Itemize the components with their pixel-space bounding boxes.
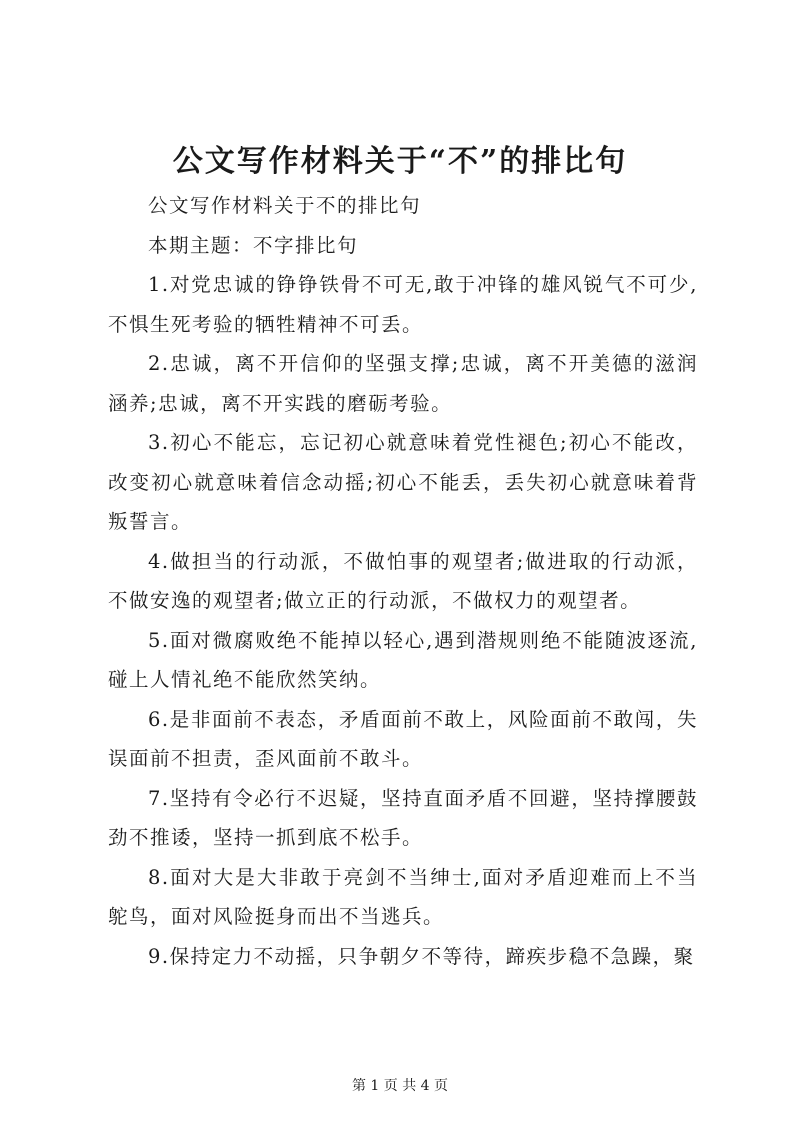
paragraph-item-5: 5.面对微腐败绝不能掉以轻心,遇到潜规则绝不能随波逐流,碰上人情礼绝不能欣然笑纳。: [108, 628, 698, 691]
paragraph-item-3: 3.初心不能忘，忘记初心就意味着党性褪色;初心不能改，改变初心就意味着信念动摇;初心不能丢，丢失初心就意味着背叛誓言。: [108, 431, 698, 533]
document-body: [108, 186, 698, 976]
paragraph-item-9: 9.保持定力不动摇，只争朝夕不等待，蹄疾步稳不急躁，聚: [148, 944, 695, 968]
paragraph-item-6: 6.是非面前不表态，矛盾面前不敢上，风险面前不敢闯，失误面前不担责，歪风面前不敢斗。: [108, 707, 698, 770]
paragraph-item-8: 8.面对大是大非敢于亮剑不当绅士,面对矛盾迎难而上不当鸵鸟，面对风险挺身而出不当逃兵。: [108, 865, 698, 928]
paragraph-item-7: 7.坚持有令必行不迟疑，坚持直面矛盾不回避，坚持撑腰鼓劲不推诿，坚持一抓到底不松手。: [108, 786, 698, 849]
document-title: 公文写作材料关于“不”的排比句: [172, 144, 628, 179]
paragraph-subtitle: 公文写作材料关于不的排比句: [148, 194, 422, 217]
paragraph-topic: 本期主题：不字排比句: [148, 233, 359, 257]
page-footer: 第 1 页 共 4 页: [351, 1078, 449, 1094]
paragraph-item-2: 2.忠诚，离不开信仰的坚强支撑;忠诚，离不开美德的滋润涵养;忠诚，离不开实践的磨砺考验。: [108, 352, 698, 415]
paragraph-item-1: 1.对党忠诚的铮铮铁骨不可无,敢于冲锋的雄风锐气不可少,不惧生死考验的牺牲精神不可丢。: [108, 273, 698, 336]
paragraph-item-4: 4.做担当的行动派，不做怕事的观望者;做进取的行动派，不做安逸的观望者;做立正的行动派，不做权力的观望者。: [108, 549, 698, 612]
